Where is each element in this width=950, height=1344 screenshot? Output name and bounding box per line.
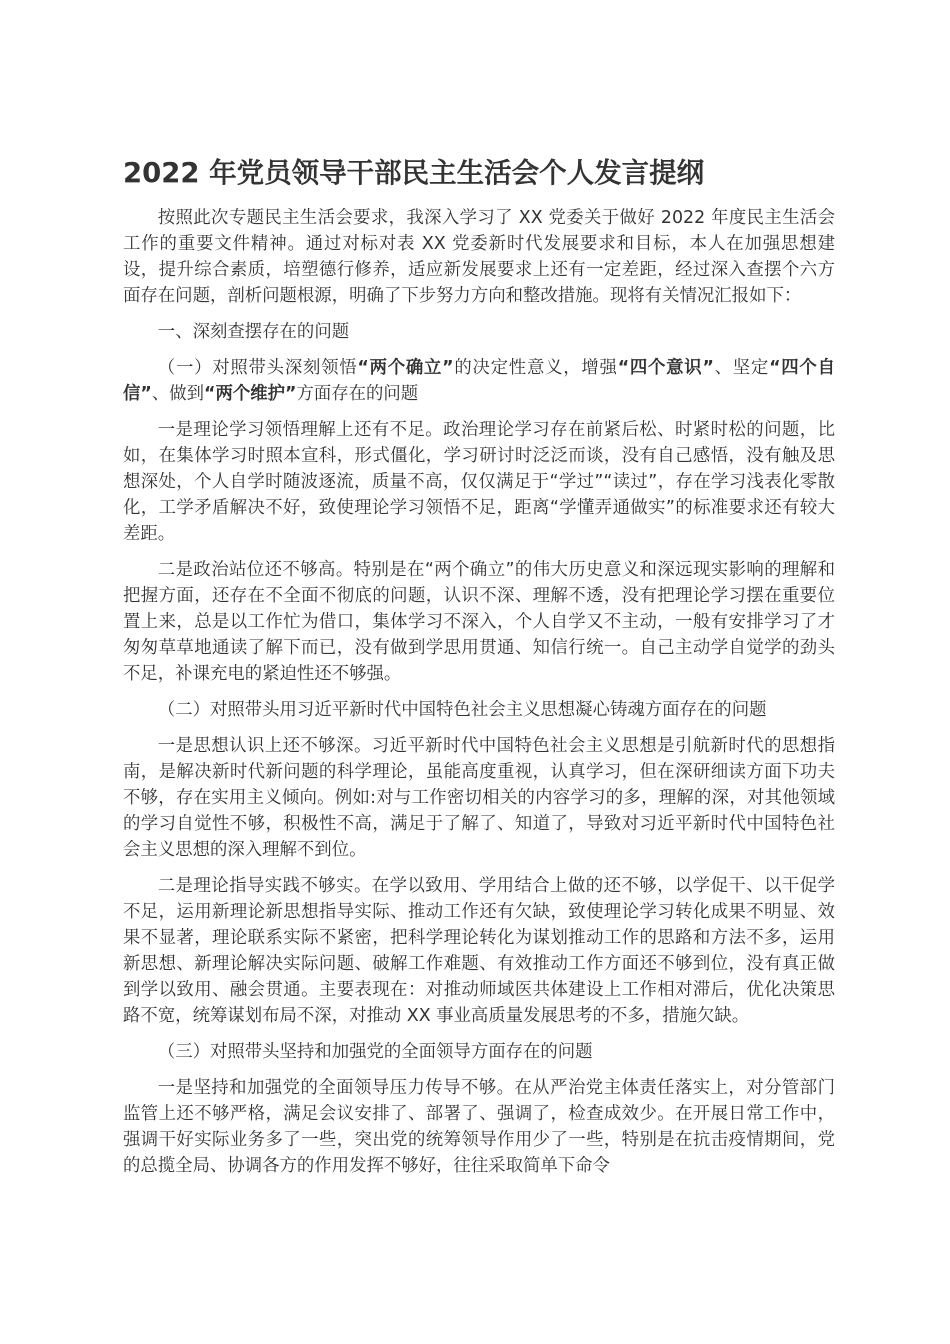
- subsection-heading-2: （二）对照带头用习近平新时代中国特色社会主义思想凝心铸魂方面存在的问题: [157, 700, 767, 720]
- intro-paragraph: 按照此次专题民主生活会要求，我深入学习了 XX 党委关于做好 2022 年度民主生活会工作的重要文件精神。通过对标对表 XX 党委新时代发展要求和目标，本人在加强思想建设，提升综合素质，培塑德行修养，适应新发展要求上还有一定差距，经过深入查摆个六方面存在问题，剖析问题根源，明确了下步努力方向和整改措施。现将有关情况汇报如下：: [123, 208, 835, 306]
- subsection-heading-3: （三）对照带头坚持和加强党的全面领导方面存在的问题: [157, 1042, 593, 1062]
- subheading-text: （一）对照带头深刻领悟: [157, 358, 358, 378]
- paragraph: 一是思想认识上还不够深。习近平新时代中国特色社会主义思想是引航新时代的思想指南，是解决新时代新问题的科学理论，虽能高度重视，认真学习，但在深研细读方面下功夫不够，存在实用主义倾向。例如:对与工作密切相关的内容学习的多，理解的深，对其他领域的学习自觉性不够，积极性不高，满足于了解了、知道了，导致对习近平新时代中国特色社会主义思想的深入理解不到位。: [123, 736, 835, 860]
- quoted-term: “两个维护”: [204, 384, 297, 404]
- subheading-text: 的决定性意义，增强: [453, 358, 618, 378]
- subheading-text: 方面存在的问题: [296, 384, 419, 404]
- quoted-term: “两个确立”: [357, 358, 454, 378]
- section-heading-1: 一、深刻查摆存在的问题: [157, 322, 350, 342]
- quoted-term: “四个自信”: [123, 358, 835, 404]
- subsection-heading-1: [123, 355, 835, 407]
- paragraph: 一是坚持和加强党的全面领导压力传导不够。在从严治党主体责任落实上，对分管部门监管上还不够严格，满足会议安排了、部署了、强调了，检查成效少。在开展日常工作中，强调干好实际业务多了一些，突出党的统筹领导作用少了一些，特别是在抗击疫情期间，党的总揽全局、协调各方的作用发挥不够好，往往采取简单下命令: [123, 1078, 835, 1176]
- paragraph: 一是理论学习领悟理解上还有不足。政治理论学习存在前紧后松、时紧时松的问题，比如，在集体学习时照本宣科，形式僵化，学习研讨时泛泛而谈，没有自己感悟，没有触及思想深处，个人自学时随波逐流，质量不高，仅仅满足于“学过”“读过”，存在学习浅表化零散化，工学矛盾解决不好，致使理论学习领悟不足，距离“学懂弄通做实”的标准要求还有较大差距。: [123, 420, 835, 544]
- document-page: [123, 150, 835, 1189]
- paragraph: 二是理论指导实践不够实。在学以致用、学用结合上做的还不够，以学促干、以干促学不足，运用新理论新思想指导实际、推动工作还有欠缺，致使理论学习转化成果不明显、效果不显著，理论联系实际不紧密，把科学理论转化为谋划推动工作的思路和方法不多，运用新思想、新理论解决实际问题、破解工作难题、有效推动工作方面还不够到位，没有真正做到学以致用、融会贯通。主要表现在：对推动师域医共体建设上工作相对滞后，优化决策思路不宽，统筹谋划布局不深，对推动 XX 事业高质量发展思考的不多，措施欠缺。: [123, 876, 835, 1026]
- quoted-term: “四个意识”: [617, 358, 714, 378]
- subheading-text: 、坚定: [713, 358, 770, 378]
- document-title: 2022 年党员领导干部民主生活会个人发言提纲: [123, 157, 705, 189]
- paragraph: 二是政治站位还不够高。特别是在“两个确立”的伟大历史意义和深远现实影响的理解和把握方面，还存在不全面不彻底的问题，认识不深、理解不透，没有把理论学习摆在重要位置上来，总是以工作忙为借口，集体学习不深入，个人自学又不主动，一般有安排学习了才匆匆草草地通读了解下而已，没有做到学思用贯通、知信行统一。自己主动学自觉学的劲头不足，补课充电的紧迫性还不够强。: [123, 560, 835, 684]
- subheading-text: 、做到: [151, 384, 205, 404]
